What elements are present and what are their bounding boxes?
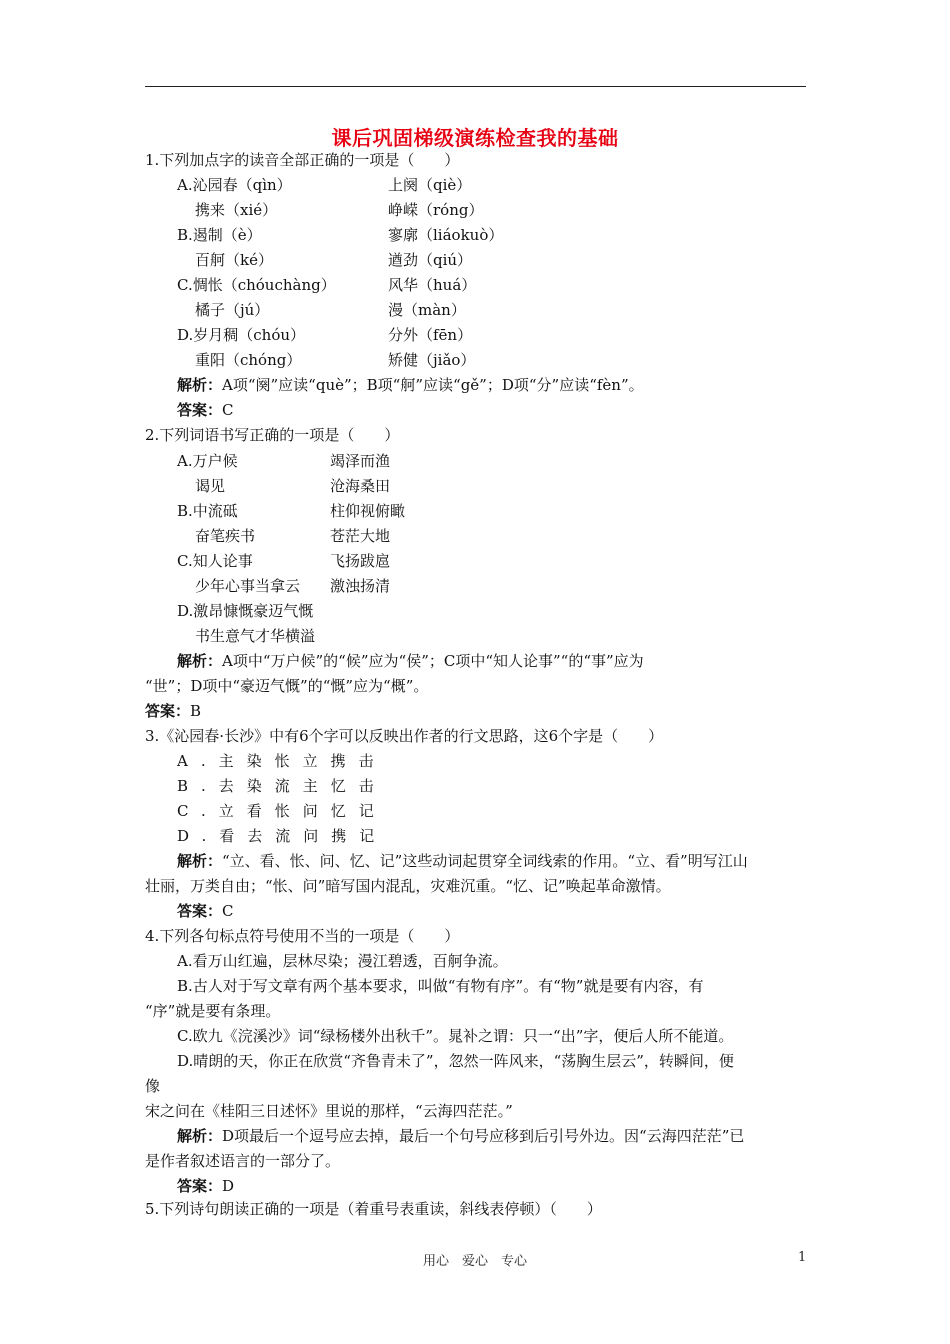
q1-analysis bbox=[177, 375, 644, 395]
q1-option-b-4: 遒劲（qiú） bbox=[388, 251, 473, 269]
q2-option-c-4: 激浊扬清 bbox=[330, 577, 391, 595]
answer-label: 答案： bbox=[177, 1177, 223, 1195]
q2-analysis-cont: “世”；D项中“豪迈气慨”的“慨”应为“概”。 bbox=[145, 677, 429, 695]
q1-option-b-3: 百舸（ké） bbox=[195, 251, 273, 269]
q3-stem: 3.《沁园春·长沙》中有6个字可以反映出作者的行文思路，这6个字是（ ） bbox=[145, 727, 664, 745]
q1-option-d-1: D.岁月稠（chóu） bbox=[177, 326, 306, 344]
q4-option-b-cont: “序”就是要有条理。 bbox=[145, 1002, 281, 1020]
footer-motto: 用心 爱心 专心 bbox=[422, 1254, 527, 1269]
q1-option-a-3: 携来（xié） bbox=[195, 201, 278, 219]
q2-analysis bbox=[177, 651, 644, 671]
q2-option-b-1: B.中流砥 bbox=[177, 502, 238, 520]
q2-option-d-2: 书生意气才华横溢 bbox=[195, 627, 316, 645]
q2-option-a-3: 谒见 bbox=[195, 477, 226, 495]
q4-analysis bbox=[177, 1126, 744, 1146]
q1-option-c-2: 风华（huá） bbox=[388, 276, 477, 294]
answer-value: C bbox=[222, 902, 234, 920]
analysis-label: 解析： bbox=[177, 852, 223, 870]
q3-option-a: A.主染怅立携击 bbox=[177, 752, 387, 770]
q4-option-a: A.看万山红遍，层林尽染；漫江碧透，百舸争流。 bbox=[177, 952, 508, 970]
q1-option-c-4: 漫（màn） bbox=[388, 301, 466, 319]
analysis-label: 解析： bbox=[177, 376, 223, 394]
page-number: 1 bbox=[798, 1250, 807, 1265]
page-title: 课后巩固梯级演练检查我的基础 bbox=[331, 126, 619, 150]
q2-option-c-2: 飞扬跋扈 bbox=[330, 552, 391, 570]
q3-analysis-cont: 壮丽，万类自由；“怅、问”暗写国内混乱，灾难沉重。“忆、记”唤起革命激情。 bbox=[145, 877, 671, 895]
q1-option-a-1: A.沁园春（qìn） bbox=[177, 176, 292, 194]
q3-option-d: D.看去流问携记 bbox=[177, 827, 388, 845]
q1-option-a-4: 峥嵘（róng） bbox=[388, 201, 484, 219]
q2-option-a-4: 沧海桑田 bbox=[330, 477, 391, 495]
q3-answer bbox=[177, 901, 234, 921]
q2-option-a-1: A.万户候 bbox=[177, 452, 238, 470]
q1-option-b-2: 寥廓（liáokuò） bbox=[388, 226, 504, 244]
q2-option-b-4: 苍茫大地 bbox=[330, 527, 391, 545]
header-rule bbox=[145, 86, 806, 87]
q2-option-b-2: 柱仰视俯瞰 bbox=[330, 502, 406, 520]
q2-answer bbox=[145, 701, 201, 721]
q1-option-c-3: 橘子（jú） bbox=[195, 301, 270, 319]
q5-stem: 5.下列诗句朗读正确的一项是（着重号表重读，斜线表停顿）（ ） bbox=[145, 1200, 602, 1218]
analysis-text: “立、看、怅、问、忆、记”这些动词起贯穿全词线索的作用。“立、看”明写江山 bbox=[222, 852, 748, 870]
q2-option-a-2: 竭泽而渔 bbox=[330, 452, 391, 470]
analysis-label: 解析： bbox=[177, 652, 223, 670]
q4-option-c: C.欧九《浣溪沙》词“绿杨楼外出秋千”。晁补之谓：只一“出”字，便后人所不能道。 bbox=[177, 1027, 734, 1045]
answer-value: C bbox=[222, 401, 234, 419]
q1-option-d-3: 重阳（chóng） bbox=[195, 351, 302, 369]
analysis-text: A项“阕”应读“què”；B项“舸”应读“gě”；D项“分”应读“fèn”。 bbox=[222, 376, 644, 394]
q2-stem: 2.下列词语书写正确的一项是（ ） bbox=[145, 426, 400, 444]
analysis-text: D项最后一个逗号应去掉，最后一个句号应移到后引号外边。因“云海四茫茫”已 bbox=[222, 1127, 745, 1145]
q4-analysis-cont: 是作者叙述语言的一部分了。 bbox=[145, 1152, 341, 1170]
answer-label: 答案： bbox=[145, 702, 191, 720]
q2-option-c-1: C.知人论事 bbox=[177, 552, 253, 570]
q4-answer bbox=[177, 1176, 234, 1196]
answer-value: B bbox=[190, 702, 202, 720]
q3-option-b: B.去染流主忆击 bbox=[177, 777, 387, 795]
q1-option-d-4: 矫健（jiǎo） bbox=[388, 351, 476, 369]
q4-option-d-cont: 像 bbox=[145, 1077, 161, 1095]
answer-label: 答案： bbox=[177, 902, 223, 920]
q2-option-d-1: D.激昂慷慨豪迈气慨 bbox=[177, 602, 314, 620]
q1-option-a-2: 上阕（qiè） bbox=[388, 176, 472, 194]
q3-analysis bbox=[177, 851, 748, 871]
q4-stem: 4.下列各句标点符号使用不当的一项是（ ） bbox=[145, 927, 460, 945]
analysis-text: A项中“万户候”的“候”应为“侯”；C项中“知人论事”“的“事”应为 bbox=[222, 652, 644, 670]
q1-stem: 1.下列加点字的读音全部正确的一项是（ ） bbox=[145, 151, 460, 169]
q2-option-c-3: 少年心事当拿云 bbox=[195, 577, 301, 595]
analysis-label: 解析： bbox=[177, 1127, 223, 1145]
q2-option-b-3: 奋笔疾书 bbox=[195, 527, 256, 545]
answer-value: D bbox=[222, 1177, 235, 1195]
q1-option-d-2: 分外（fēn） bbox=[388, 326, 473, 344]
answer-label: 答案： bbox=[177, 401, 223, 419]
q1-option-c-1: C.惆怅（chóuchàng） bbox=[177, 276, 336, 294]
q4-option-d: D.晴朗的天，你正在欣赏“齐鲁青未了”，忽然一阵风来，“荡胸生层云”，转瞬间，便 bbox=[177, 1052, 734, 1070]
q1-option-b-1: B.遏制（è） bbox=[177, 226, 262, 244]
q1-answer bbox=[177, 400, 234, 420]
q3-option-c: C.立看怅问忆记 bbox=[177, 802, 387, 820]
q4-option-b: B.古人对于写文章有两个基本要求，叫做“有物有序”。有“物”就是要有内容，有 bbox=[177, 977, 704, 995]
q4-option-d-cont-2: 宋之问在《桂阳三日述怀》里说的那样，“云海四茫茫。” bbox=[145, 1102, 513, 1120]
